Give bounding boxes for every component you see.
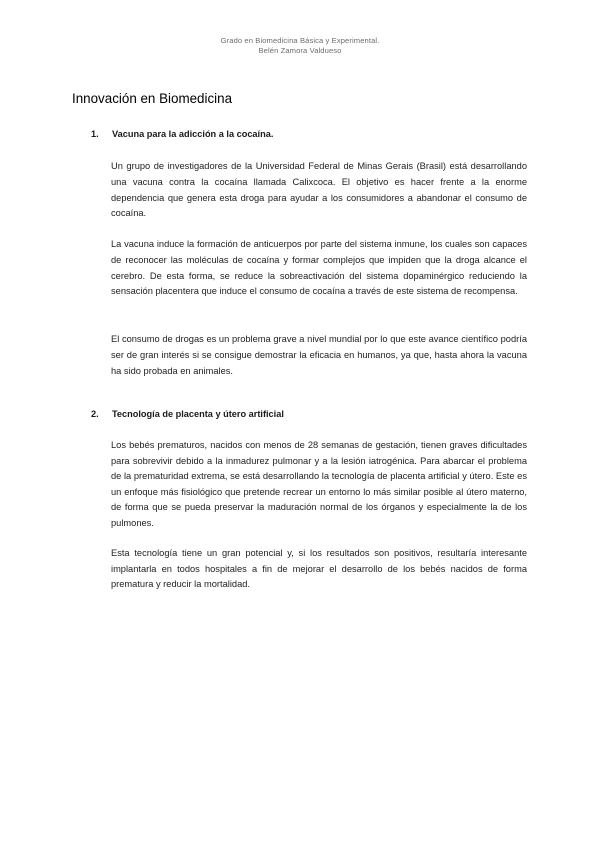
section-1-title: Vacuna para la adicción a la cocaína. (112, 129, 274, 139)
header-author: Belén Zamora Valdueso (258, 46, 342, 55)
section-2-number: 2. (91, 409, 99, 419)
section-1-paragraph-2: La vacuna induce la formación de anticuerpos por parte del sistema inmune, los cuales son capaces de reconocer las moléculas de cocaína y formar complejos que impiden que la droga alcance el cerebro. De esta forma, se reduce la sobreactivación del sistema dopaminérgico reduciendo la sensación placentera que induce el consumo de cocaína a través de este sistema de recompensa. (111, 239, 527, 297)
section-1-heading (91, 129, 273, 139)
section-2-heading (91, 409, 284, 419)
section-2-paragraph-1: Los bebés prematuros, nacidos con menos de 28 semanas de gestación, tienen graves dificultades para sobrevivir debido a la inmadurez pulmonar y a la lesión iatrogénica. Para abarcar el problema de la prematuridad extrema, se está desarrollando la tecnología de placenta artificial y útero. Este es un enfoque más fisiológico que pretende recrear un entorno lo más similar posible al útero materno, de forma que se pueda preservar la maduración normal de los órganos y especialmente la de los pulmones. (111, 440, 527, 528)
page-header (0, 36, 600, 56)
section-2-paragraph-2: Esta tecnología tiene un gran potencial y, si los resultados son positivos, resultaría interesante implantarla en todos hospitales a fin de mejorar el desarrollo de los bebés nacidos de forma prematura y reducir la mortalidad. (111, 548, 527, 590)
header-degree: Grado en Biomedicina Básica y Experimental. (220, 36, 380, 45)
section-1-number: 1. (91, 129, 99, 139)
document-title: Innovación en Biomedicina (72, 91, 233, 106)
section-2-title: Tecnología de placenta y útero artificial (112, 409, 284, 419)
section-1-paragraph-1: Un grupo de investigadores de la Universidad Federal de Minas Gerais (Brasil) está desarrollando una vacuna contra la cocaína llamada Calixcoca. El objetivo es hacer frente a la enorme dependencia que genera esta droga para ayudar a los consumidores a abandonar el consumo de cocaína. (111, 161, 527, 219)
section-1-paragraph-3: El consumo de drogas es un problema grave a nivel mundial por lo que este avance científico podría ser de gran interés si se consigue demostrar la eficacia en humanos, ya que, hasta ahora la vacuna ha sido probada en animales. (111, 334, 527, 376)
